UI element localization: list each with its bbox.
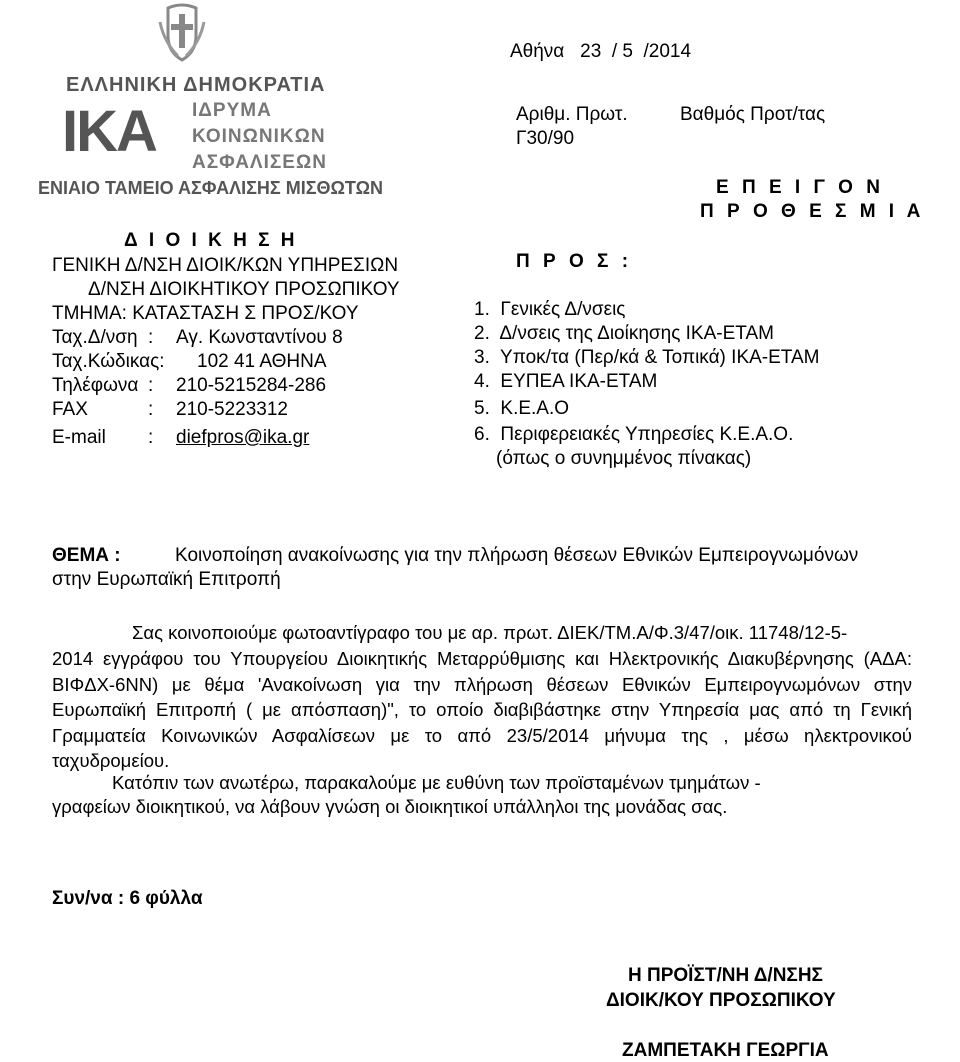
- body-para2-first: Κατόπιν των ανωτέρω, παρακαλούμε με ευθύνη των προϊσταμένων τμημάτων -: [112, 772, 761, 793]
- body-para1: 2014 εγγράφου του Υπουργείου Διοικητικής Μεταρρύθμισης και Ηλεκτρονικής Διακυβέρνησης (ΑΔΑ: ΒΙΦΔΧ-6ΝΝ) με θέμα 'Ανακοίνωση για την πλήρωση θέσεων Εθνικών Εμπειρογνωμόνων στην Ευρωπαϊκή Επιτροπή ( με απόσπαση)", το οποίο διαβιβάστηκε στην Υπηρεσία μας από τη Γενική Γραμματεία Κοινωνικών Ασφαλίσεων με το από 23/5/2014 μήνυμα της , μέσω ηλεκτρονικού ταχυδρομείου.: [52, 648, 912, 771]
- attachments-count: Συν/να : 6 φύλλα: [52, 888, 203, 909]
- priority-label: Βαθμός Προτ/τας: [680, 104, 826, 125]
- to-label: Π Ρ Ο Σ :: [516, 251, 633, 272]
- subject-line-1: Κοινοποίηση ανακοίνωσης για την πλήρωση θέσεων Εθνικών Εμπειρογνωμόνων: [175, 545, 859, 566]
- protocol-number: Γ30/90: [516, 128, 575, 149]
- subject-label: ΘΕΜΑ :: [52, 545, 121, 566]
- org-insurance: ΑΣΦΑΛΙΣΕΩΝ: [192, 152, 327, 173]
- recipient-3: 3. Υποκ/τα (Περ/κά & Τοπικά) ΙΚΑ-ΕΤΑΜ: [474, 347, 820, 368]
- org-fund: ΕΝΙΑΙΟ ΤΑΜΕΙΟ ΑΣΦΑΛΙΣΗΣ ΜΙΣΘΩΤΩΝ: [38, 178, 384, 198]
- signature-name: ΖΑΜΠΕΤΑΚΗ ΓΕΩΡΓΙΑ: [622, 1040, 829, 1061]
- recipient-note: (όπως ο συνημμένος πίνακας): [496, 448, 752, 469]
- recipient-4: 4. ΕΥΠΕΑ ΙΚΑ-ΕΤΑΜ: [474, 371, 658, 392]
- email-link[interactable]: diefpros@ika.gr: [176, 427, 310, 448]
- urgent-label: Ε Π Ε Ι Γ Ο Ν: [716, 177, 884, 198]
- deadline-label: Π Ρ Ο Θ Ε Σ Μ Ι Α: [700, 201, 925, 222]
- org-republic: ΕΛΛΗΝΙΚΗ ΔΗΜΟΚΡΑΤΙΑ: [66, 74, 326, 96]
- document-date: Αθήνα 23 / 5 /2014: [510, 41, 692, 62]
- body-para1-first: Σας κοινοποιούμε φωτοαντίγραφο του με αρ. πρωτ. ΔΙΕΚ/ΤΜ.Α/Φ.3/47/οικ. 11748/12-5-: [132, 622, 848, 643]
- signature-title-1: Η ΠΡΟΪΣΤ/ΝΗ Δ/ΝΣΗΣ: [628, 965, 823, 986]
- org-foundation: ΙΔΡΥΜΑ: [192, 100, 272, 121]
- org-social: ΚΟΙΝΩΝΙΚΩΝ: [192, 126, 326, 147]
- recipient-1: 1. Γενικές Δ/νσεις: [474, 299, 626, 320]
- body-para2: γραφείων διοικητικού, να λάβουν γνώση οι διοικητικοί υπάλληλοι της μονάδας σας.: [52, 796, 728, 817]
- ika-logo-text: ΙΚΑ: [62, 99, 156, 164]
- greek-emblem-icon: [158, 2, 206, 62]
- protocol-label: Αριθμ. Πρωτ.: [516, 104, 628, 125]
- recipient-2: 2. Δ/νσεις της Διοίκησης ΙΚΑ-ΕΤΑΜ: [474, 323, 774, 344]
- dept-line-3: ΤΜΗΜΑ: ΚΑΤΑΣΤΑΣΗ Σ ΠΡΟΣ/ΚΟΥ: [52, 303, 359, 324]
- recipient-5: 5. Κ.Ε.Α.Ο: [474, 398, 570, 419]
- recipient-6: 6. Περιφερειακές Υπηρεσίες Κ.Ε.Α.Ο.: [474, 424, 794, 445]
- signature-title-2: ΔΙΟΙΚ/ΚΟΥ ΠΡΟΣΩΠΙΚΟΥ: [606, 990, 836, 1011]
- subject-line-2: στην Ευρωπαϊκή Επιτροπή: [52, 569, 281, 590]
- dept-line-1: ΓΕΝΙΚΗ Δ/ΝΣΗ ΔΙΟΙΚ/ΚΩΝ ΥΠΗΡΕΣΙΩΝ: [52, 255, 399, 276]
- dept-title: Δ Ι Ο Ι Κ Η Σ Η: [124, 230, 298, 251]
- dept-line-2: Δ/ΝΣΗ ΔΙΟΙΚΗΤΙΚΟΥ ΠΡΟΣΩΠΙΚΟΥ: [88, 279, 400, 300]
